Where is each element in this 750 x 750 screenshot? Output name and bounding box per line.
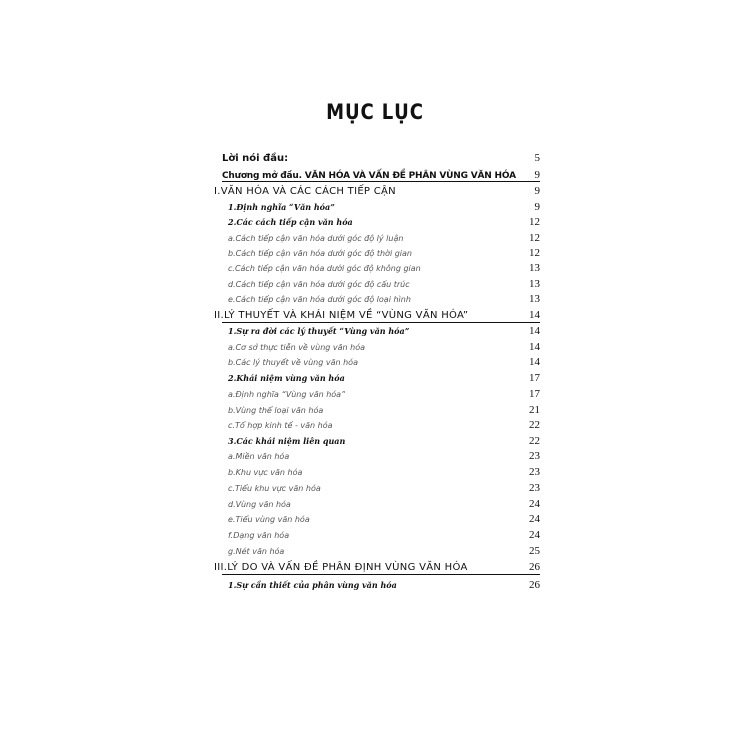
toc-entry-item xyxy=(222,402,540,418)
toc-entry-label: 1.Sự cần thiết của phân vùng văn hóa xyxy=(228,580,397,590)
toc-entry-subsection xyxy=(222,323,540,339)
toc-entry-label: d.Vùng văn hóa xyxy=(228,500,291,509)
toc-entry-page-number: 5 xyxy=(534,152,540,164)
toc-entry-label: 2.Các cách tiếp cận văn hóa xyxy=(228,217,353,227)
toc-entry-item xyxy=(222,291,540,307)
toc-entry-section xyxy=(214,183,540,199)
toc-entry-item xyxy=(222,448,540,464)
toc-entry-page-number: 12 xyxy=(529,247,540,259)
toc-entry-item xyxy=(222,527,540,543)
toc-entry-page-number: 22 xyxy=(529,435,540,447)
toc-entry-section xyxy=(214,307,540,323)
toc-entry-label: a.Cách tiếp cận văn hóa dưới góc độ lý luận xyxy=(228,234,404,243)
toc-entry-page-number: 24 xyxy=(529,529,540,541)
toc-entry-label: b.Khu vực văn hóa xyxy=(228,468,303,477)
toc-entry-label: g.Nét văn hóa xyxy=(228,547,285,556)
toc-entry-label: e.Cách tiếp cận văn hóa dưới góc độ loại hình xyxy=(228,295,411,304)
toc-entry-item xyxy=(222,339,540,355)
toc-entry-item xyxy=(222,496,540,512)
toc-entry-label: e.Tiểu vùng văn hóa xyxy=(228,515,310,524)
toc-entry-label: Lời nói đầu: xyxy=(222,153,289,164)
toc-entry-item xyxy=(222,464,540,480)
toc-entry-label: 1.Định nghĩa “Văn hóa” xyxy=(228,202,335,212)
toc-entry-label: d.Cách tiếp cận văn hóa dưới góc độ cấu trúc xyxy=(228,280,410,289)
toc-entry-item xyxy=(222,276,540,292)
toc-entry-label: 1.Sự ra đời các lý thuyết “Vùng văn hóa” xyxy=(228,326,410,336)
toc-entry-item xyxy=(222,480,540,496)
toc-entry-page-number: 13 xyxy=(529,293,540,305)
toc-entry-page-number: 14 xyxy=(529,325,540,337)
toc-entry-label: 3.Các khái niệm liên quan xyxy=(228,436,346,446)
toc-entry-page-number: 24 xyxy=(529,513,540,525)
toc-entry-page-number: 23 xyxy=(529,466,540,478)
toc-entry-section xyxy=(214,559,540,575)
toc-entry-subsection xyxy=(222,577,540,593)
toc-entry-label: 2.Khái niệm vùng văn hóa xyxy=(228,373,345,383)
toc-entry-page-number: 14 xyxy=(529,309,540,321)
toc-entry-page-number: 9 xyxy=(534,169,540,181)
toc-entry-page-number: 17 xyxy=(529,388,540,400)
toc-entry-page-number: 22 xyxy=(529,419,540,431)
toc-entry-page-number: 17 xyxy=(529,372,540,384)
toc-entry-item xyxy=(222,511,540,527)
toc-entry-subsection xyxy=(222,433,540,449)
toc-entry-page-number: 24 xyxy=(529,498,540,510)
page-title: MỤC LỤC xyxy=(326,100,424,124)
toc-entry-label: I.VĂN HÓA VÀ CÁC CÁCH TIẾP CẬN xyxy=(214,186,396,197)
toc-entry-item xyxy=(222,386,540,402)
toc-entry-item xyxy=(222,543,540,559)
toc-entry-label: a.Miền văn hóa xyxy=(228,452,290,461)
toc-entry-page-number: 12 xyxy=(529,232,540,244)
section-divider xyxy=(222,322,540,323)
toc-entry-item xyxy=(222,260,540,276)
toc-entry-item xyxy=(222,417,540,433)
toc-entry-page-number: 13 xyxy=(529,262,540,274)
toc-entry-page-number: 13 xyxy=(529,278,540,290)
toc-entry-page-number: 25 xyxy=(529,545,540,557)
toc-entry-label: b.Các lý thuyết về vùng văn hóa xyxy=(228,358,358,367)
toc-entry-label: a.Cơ sở thực tiễn về vùng văn hóa xyxy=(228,343,365,352)
toc-entry-subsection xyxy=(222,199,540,215)
toc-entry-preface xyxy=(222,150,540,166)
toc-entry-page-number: 9 xyxy=(534,185,540,197)
toc-entry-page-number: 14 xyxy=(529,341,540,353)
toc-entry-label: a.Định nghĩa “Vùng văn hóa” xyxy=(228,390,346,399)
toc-entry-item xyxy=(222,245,540,261)
toc-entry-label: b.Vùng thể loại văn hóa xyxy=(228,406,324,415)
toc-entry-label: III.LÝ DO VÀ VẤN ĐỀ PHÂN ĐỊNH VÙNG VĂN HÓA xyxy=(214,562,468,573)
section-divider xyxy=(222,181,540,182)
toc-entry-label: b.Cách tiếp cận văn hóa dưới góc độ thời gian xyxy=(228,249,412,258)
toc-entry-page-number: 9 xyxy=(534,201,540,213)
toc-entry-page-number: 26 xyxy=(529,561,540,573)
toc-entry-item xyxy=(222,354,540,370)
toc-entry-subsection xyxy=(222,214,540,230)
toc-entry-label: c.Tổ hợp kinh tế - văn hóa xyxy=(228,421,333,430)
toc-entry-page-number: 21 xyxy=(529,404,540,416)
toc-entry-page-number: 26 xyxy=(529,579,540,591)
toc-entry-label: f.Dạng văn hóa xyxy=(228,531,290,540)
toc-entry-label: c.Cách tiếp cận văn hóa dưới góc độ không gian xyxy=(228,264,421,273)
toc-entry-item xyxy=(222,230,540,246)
section-divider xyxy=(222,574,540,575)
toc-entry-label: c.Tiểu khu vực văn hóa xyxy=(228,484,321,493)
toc-entry-label: II.LÝ THUYẾT VÀ KHÁI NIỆM VỀ “VÙNG VĂN HÓA” xyxy=(214,310,469,321)
toc-entry-page-number: 23 xyxy=(529,482,540,494)
toc-entry-label: Chương mở đầu. VĂN HÓA VÀ VẤN ĐỀ PHÂN VÙNG VĂN HÓA xyxy=(222,171,516,181)
toc-entry-page-number: 12 xyxy=(529,216,540,228)
toc-entry-page-number: 14 xyxy=(529,356,540,368)
toc-entry-subsection xyxy=(222,370,540,386)
toc-entry-page-number: 23 xyxy=(529,450,540,462)
